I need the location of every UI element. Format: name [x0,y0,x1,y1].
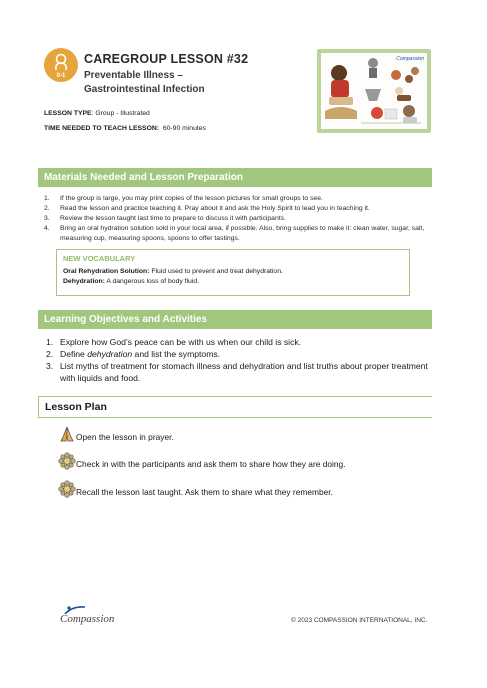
vocabulary-term: Dehydration: A dangerous loss of body fluid. [63,278,200,285]
praying-hands-icon [58,425,76,443]
materials-heading: Materials Needed and Lesson Preparation [38,168,432,187]
time-needed-value: 60-90 minutes [162,125,206,132]
compassion-logo [60,605,130,627]
list-item: 4. Bring an oral hydration solution sold in your local area, if possible. Also, bring supplies to make it: clean water, sugar, salt, measuring cup, measuring spoons, spoons to offer tastings. [44,225,425,242]
objectives-list [44,336,432,384]
illustration-image [321,53,427,129]
lesson-title-line1: Preventable Illness – [84,70,183,81]
lesson-step [58,452,418,470]
vocabulary-heading: NEW VOCABULARY [63,254,136,263]
lesson-plan-heading: Lesson Plan [45,401,107,413]
list-item: 3. Review the lesson taught last time to prepare to discuss it with participants. [44,215,286,222]
lesson-plan-header [38,396,432,418]
logo-wordmark: Compassion [60,613,115,625]
lesson-step [58,425,418,443]
list-item: 2. Define dehydration and list the symptoms. [46,349,221,359]
time-needed [44,125,206,132]
copyright: © 2023 COMPASSION INTERNATIONAL, INC. [291,617,428,624]
time-needed-label: TIME NEEDED TO TEACH LESSON: [44,125,160,132]
list-item: 2. Read the lesson and practice teaching it. Pray about it and ask the Holy Spirit to lead you in teaching it. [44,205,370,212]
step-text: Open the lesson in prayer. [76,432,174,442]
lesson-title [84,69,284,97]
list-item: 1. Explore how God’s peace can be with us when our child is sick. [46,337,302,347]
age-badge [44,48,78,82]
baby-icon [51,52,71,72]
lesson-pictures-thumbnail [317,49,431,133]
sun-flower-icon [58,480,76,498]
lesson-type-value: : Group - Illustrated [91,110,150,117]
vocabulary-term: Oral Rehydration Solution: Fluid used to prevent and treat dehydration. [63,268,283,275]
objectives-heading: Learning Objectives and Activities [38,310,432,329]
list-item: 3. List myths of treatment for stomach illness and dehydration and list truths about proper treatment with liquids and food. [46,361,428,383]
lesson-title-line2: Gastrointestinal Infection [84,84,205,95]
lesson-type [44,110,150,117]
step-text: Recall the lesson last taught. Ask them to share what they remember. [76,487,333,497]
lesson-type-label: LESSON TYPE [44,110,92,117]
materials-list [44,194,432,244]
lesson-number: CAREGROUP LESSON #32 [84,52,249,66]
list-item: 1. If the group is large, you may print copies of the lesson pictures for small groups to see. [44,195,323,202]
lesson-step [58,480,418,498]
sun-flower-icon [58,452,76,470]
vocabulary-box [56,249,410,296]
age-label: 0-1 [56,73,66,79]
step-text: Check in with the participants and ask them to share how they are doing. [76,459,346,469]
thumbnail-canvas [321,53,427,129]
thumbnail-logo-text: Compassion [396,56,424,62]
